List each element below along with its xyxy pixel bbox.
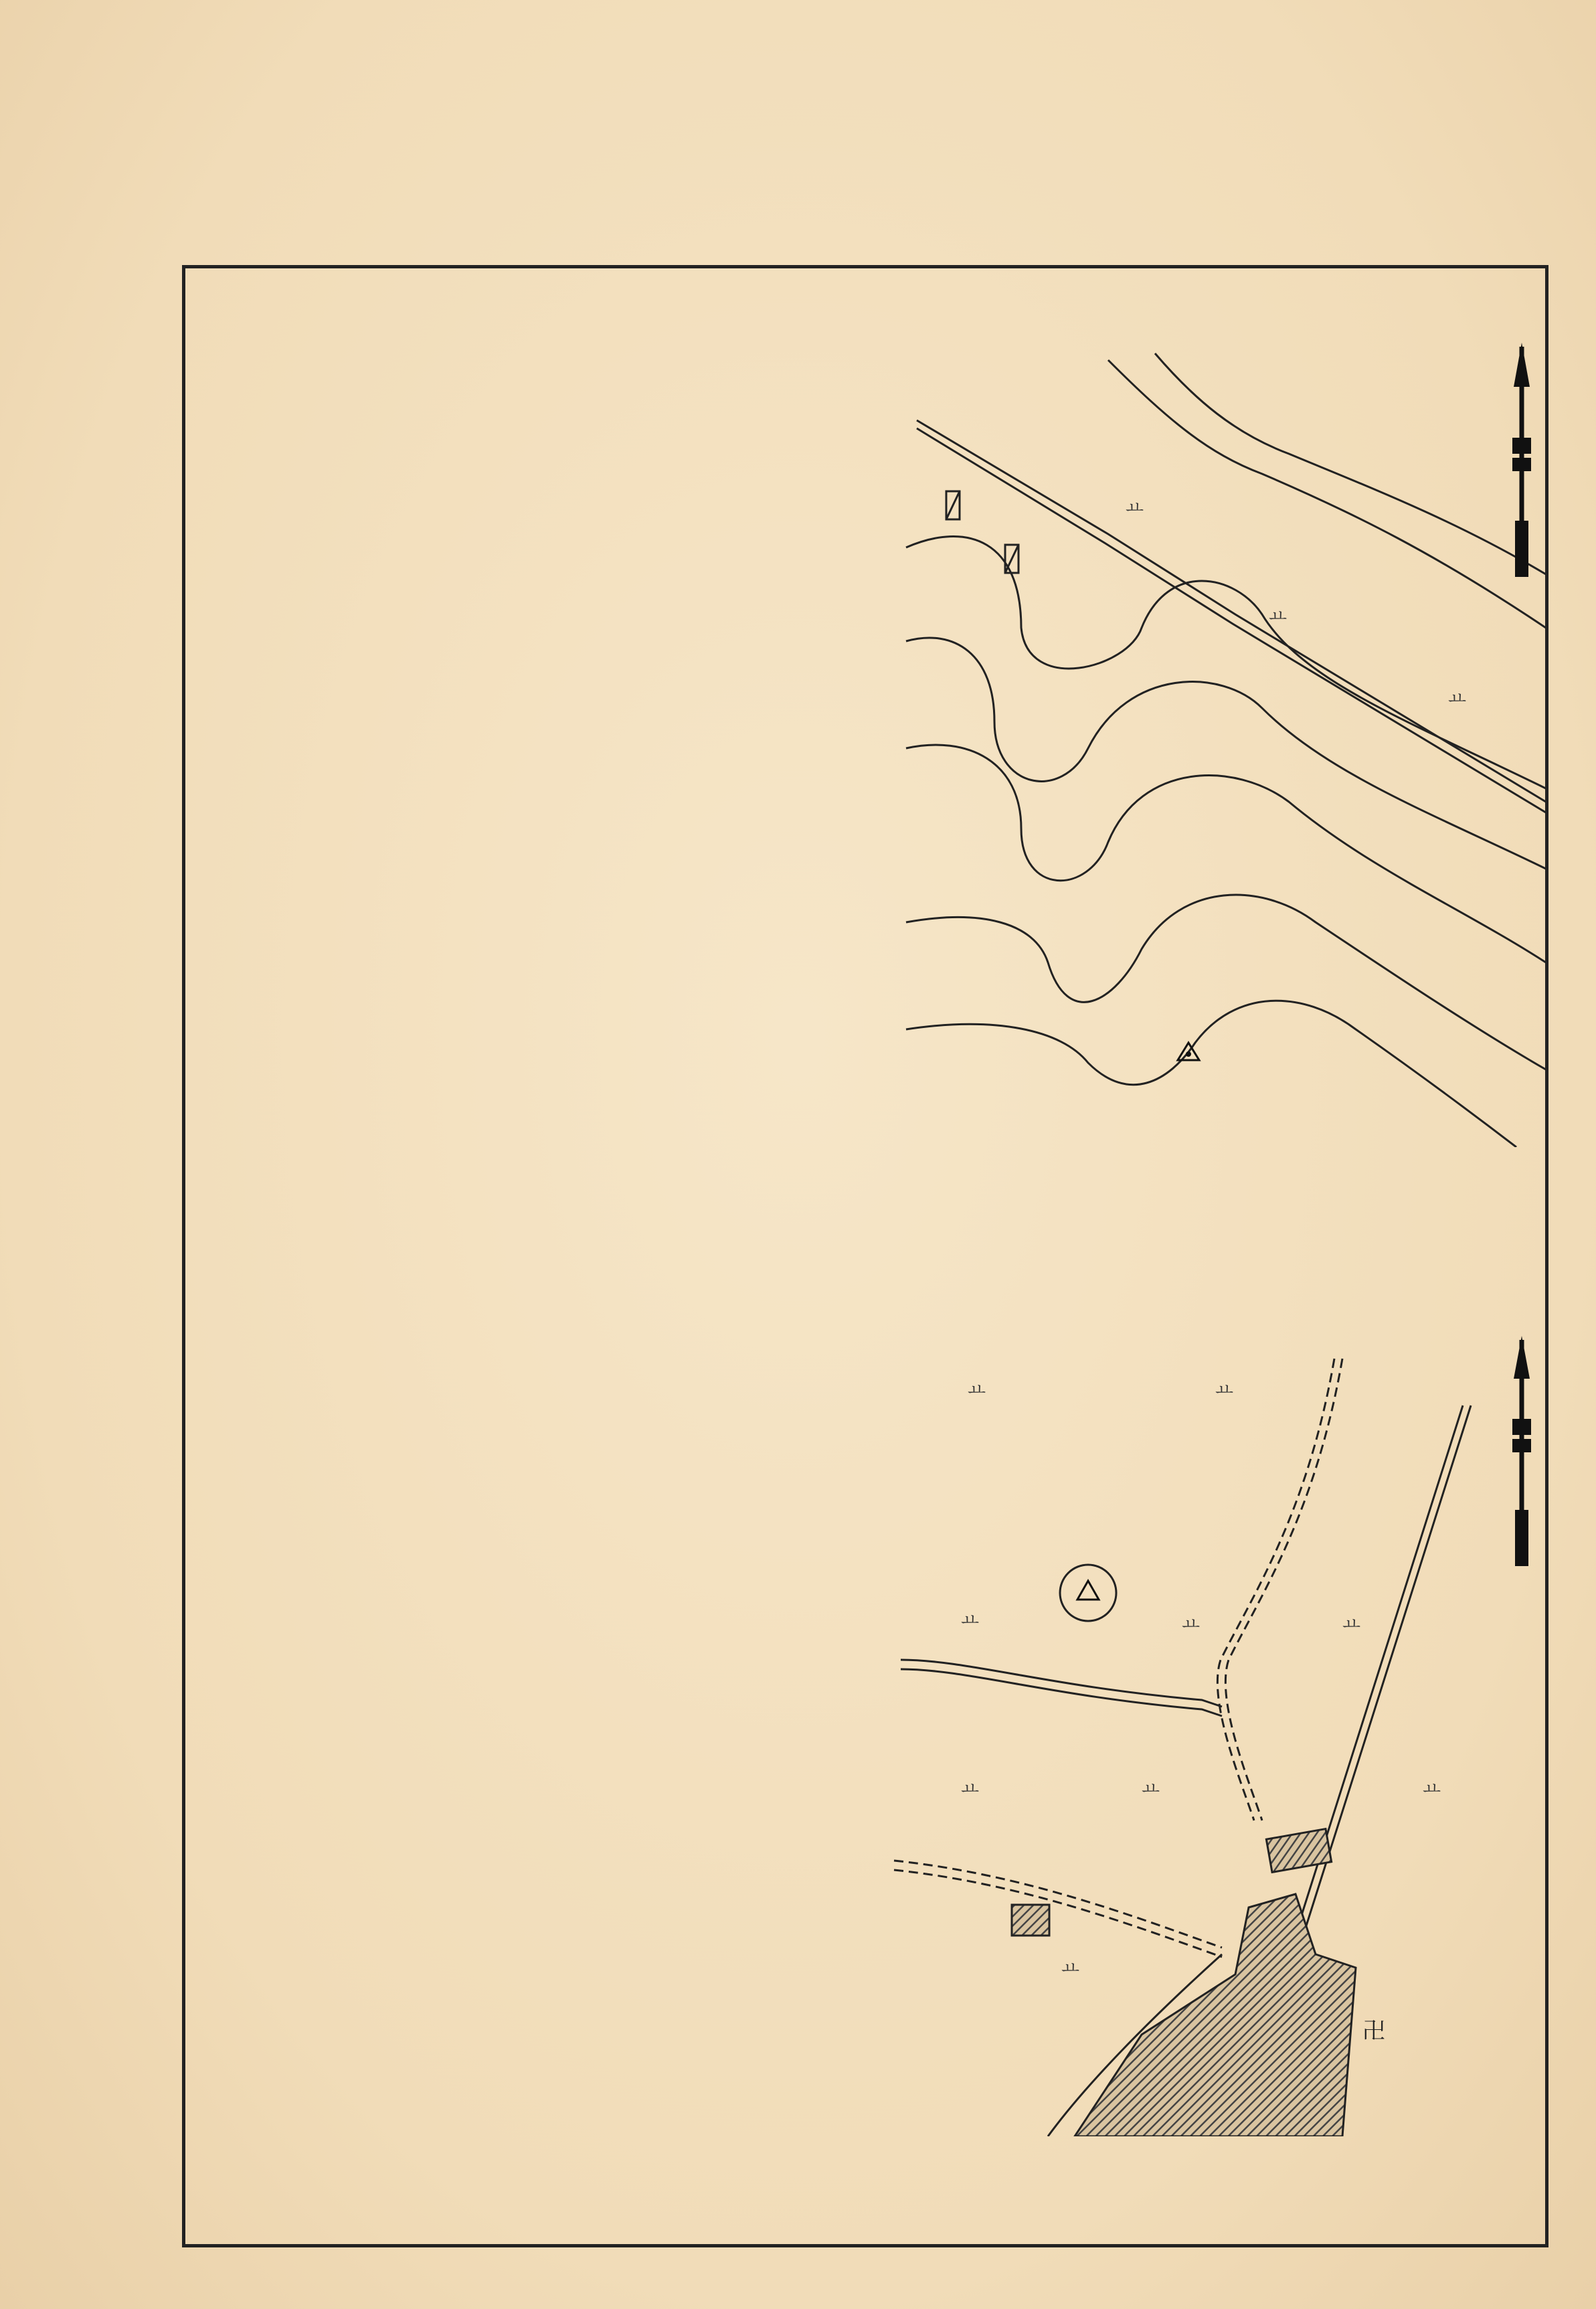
- map1-river-bank: [1155, 353, 1546, 574]
- map2-factory-building: [1266, 1829, 1331, 1873]
- svg-text:ㅛ: ㅛ: [961, 1778, 980, 1800]
- map1-contour: [906, 745, 1546, 962]
- svg-text:ㅛ: ㅛ: [1126, 497, 1144, 519]
- map1-contour: [906, 638, 1546, 869]
- svg-text:ㅛ: ㅛ: [968, 1379, 986, 1401]
- map1-road-edge: [917, 428, 1546, 813]
- map1-grass-symbols: [1126, 497, 1466, 709]
- map2-road: [901, 1669, 1222, 1716]
- map2-rail: [894, 1870, 1222, 1957]
- svg-text:ㅛ: ㅛ: [1182, 1613, 1201, 1635]
- map2-rail: [894, 1861, 1222, 1948]
- svg-text:ㅛ: ㅛ: [1269, 605, 1288, 627]
- map2-grass-symbols: [961, 1379, 1441, 1979]
- location-map-1: [887, 320, 1546, 1147]
- svg-text:ㅛ: ㅛ: [1448, 687, 1467, 709]
- map2-rail-line: [1217, 1359, 1334, 1820]
- svg-text:ㅛ: ㅛ: [1061, 1957, 1080, 1979]
- map2-town-area: [1075, 1894, 1356, 2136]
- map2-north-arrow: [1512, 1336, 1531, 1566]
- location-map-2: [887, 1312, 1546, 2136]
- map1-contour: [906, 895, 1546, 1070]
- svg-text:ㅛ: ㅛ: [1342, 1613, 1361, 1635]
- svg-text:ㅛ: ㅛ: [1423, 1778, 1441, 1800]
- map2-building: [1012, 1905, 1049, 1936]
- map1-contour: [906, 1001, 1516, 1147]
- map1-contour: [906, 536, 1546, 788]
- map1-road-edge: [917, 420, 1546, 802]
- map2-rail-line: [1225, 1359, 1342, 1820]
- svg-text:ㅛ: ㅛ: [1215, 1379, 1234, 1401]
- map1-north-arrow: [1512, 343, 1531, 577]
- svg-text:ㅛ: ㅛ: [1142, 1778, 1160, 1800]
- svg-text:卍: 卍: [1362, 2018, 1385, 2045]
- map2-triangulation-point-icon: [1077, 1581, 1099, 1600]
- map2-road: [901, 1660, 1222, 1707]
- svg-text:ㅛ: ㅛ: [961, 1609, 980, 1631]
